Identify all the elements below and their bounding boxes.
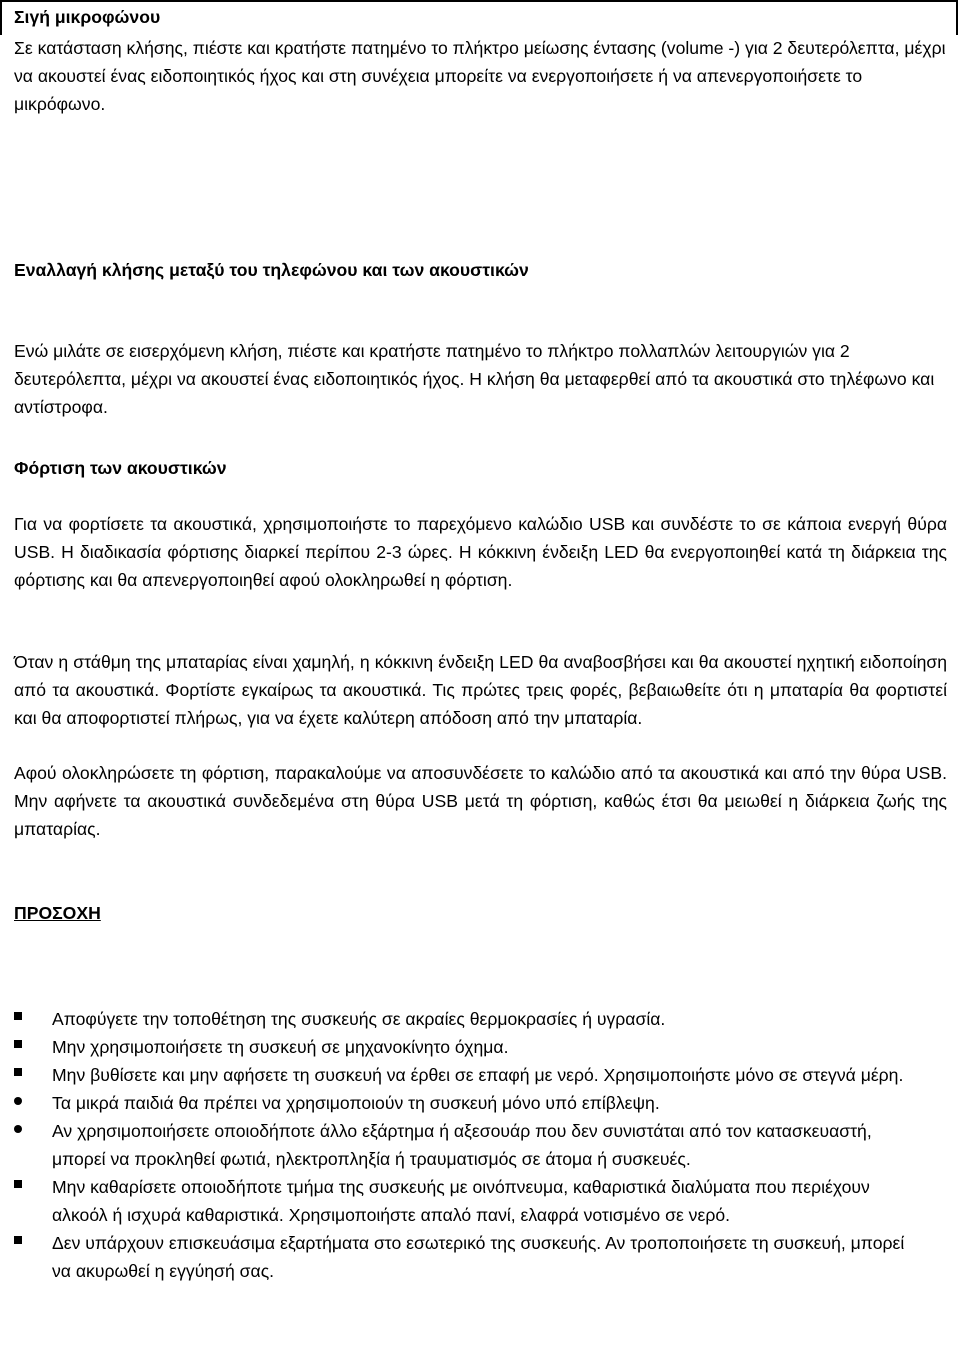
switch-call-title: Εναλλαγή κλήσης μεταξύ του τηλεφώνου και των ακουστικών [14,260,529,280]
bullet-square-icon [12,1061,24,1089]
list-item: Δεν υπάρχουν επισκευάσιμα εξαρτήματα στο εσωτερικό της συσκευής. Αν τροποποιήσετε τη συσκευή, μπορεί να ακυρωθεί η εγγύησή σας. [0,1229,922,1285]
charging-paragraph-2: Όταν η στάθμη της μπαταρίας είναι χαμηλή, η κόκκινη ένδειξη LED θα αναβοσβήσει και θα ακουστεί ηχητική ειδοποίηση από τα ακουστικά. Φορτίστε εγκαίρως τα ακουστικά. Τις πρώτες τρεις φορές, βεβαιωθείτε ότι η μπαταρία θα φορτιστεί και θα αποφορτιστεί πλήρως, για να έχετε καλύτερη απόδοση από την μπαταρία. [14,652,947,728]
switch-call-body: Ενώ μιλάτε σε εισερχόμενη κλήση, πιέστε και κρατήστε πατημένο το πλήκτρο πολλαπλών λειτουργιών για 2 δευτερόλεπτα, μέχρι να ακουστεί ένας ειδοποιητικός ήχος. Η κλήση θα μεταφερθεί από τα ακουστικά στο τηλέφωνο και αντίστροφα. [14,341,935,417]
bullet-square-icon [12,1229,24,1257]
charging-paragraph-3: Αφού ολοκληρώσετε τη φόρτιση, παρακαλούμε να αποσυνδέσετε το καλώδιο από τα ακουστικά και από την θύρα USB. Μην αφήνετε τα ακουστικά συνδεδεμένα στη θύρα USB μετά τη φόρτιση, καθώς έτσι θα μειωθεί η διάρκεια ζωής της μπαταρίας. [14,763,947,839]
mute-title: Σιγή μικροφώνου [14,7,161,27]
bullet-dot-icon [12,1117,24,1145]
charging-title: Φόρτιση των ακουστικών [14,458,227,478]
mute-body: Σε κατάσταση κλήσης, πιέστε και κρατήστε πατημένο το πλήκτρο μείωσης έντασης (volume -) για 2 δευτερόλεπτα, μέχρι να ακουστεί ένας ειδοποιητικός ήχος και στη συνέχεια μπορείτε να ενεργοποιήσετε ή να απενεργοποιήσετε το μικρόφωνο. [14,38,946,114]
list-item: Μην βυθίσετε και μην αφήσετε τη συσκευή να έρθει σε επαφή με νερό. Χρησιμοποιήστε μόνο σε στεγνά μέρη. [0,1061,922,1089]
caution-title: ΠΡΟΣΟΧΗ [14,903,101,923]
list-item: Αποφύγετε την τοποθέτηση της συσκευής σε ακραίες θερμοκρασίες ή υγρασία. [0,1005,922,1033]
charging-paragraph-1: Για να φορτίσετε τα ακουστικά, χρησιμοποιήστε το παρεχόμενο καλώδιο USB και συνδέστε το σε κάποια ενεργή θύρα USB. Η διαδικασία φόρτισης διαρκεί περίπου 2-3 ώρες. Η κόκκινη ένδειξη LED θα ενεργοποιηθεί κατά τη διάρκεια της φόρτισης και θα απενεργοποιηθεί αφού ολοκληρωθεί η φόρτιση. [14,514,947,590]
bullet-square-icon [12,1005,24,1033]
list-item: Τα μικρά παιδιά θα πρέπει να χρησιμοποιούν τη συσκευή μόνο υπό επίβλεψη. [0,1089,922,1117]
bullet-dot-icon [12,1089,24,1117]
bullet-square-icon [12,1173,24,1201]
list-item: Αν χρησιμοποιήσετε οποιοδήποτε άλλο εξάρτημα ή αξεσουάρ που δεν συνιστάται από τον κατασκευαστή, μπορεί να προκληθεί φωτιά, ηλεκτροπληξία ή τραυματισμός σε άτομα ή συσκευές. [0,1117,922,1173]
caution-list [0,1005,960,1285]
list-item: Μην χρησιμοποιήσετε τη συσκευή σε μηχανοκίνητο όχημα. [0,1033,922,1061]
list-item: Μην καθαρίσετε οποιοδήποτε τμήμα της συσκευής με οινόπνευμα, καθαριστικά διαλύματα που περιέχουν αλκοόλ ή ισχυρά καθαριστικά. Χρησιμοποιήστε απαλό πανί, ελαφρά νοτισμένο σε νερό. [0,1173,922,1229]
bullet-square-icon [12,1033,24,1061]
